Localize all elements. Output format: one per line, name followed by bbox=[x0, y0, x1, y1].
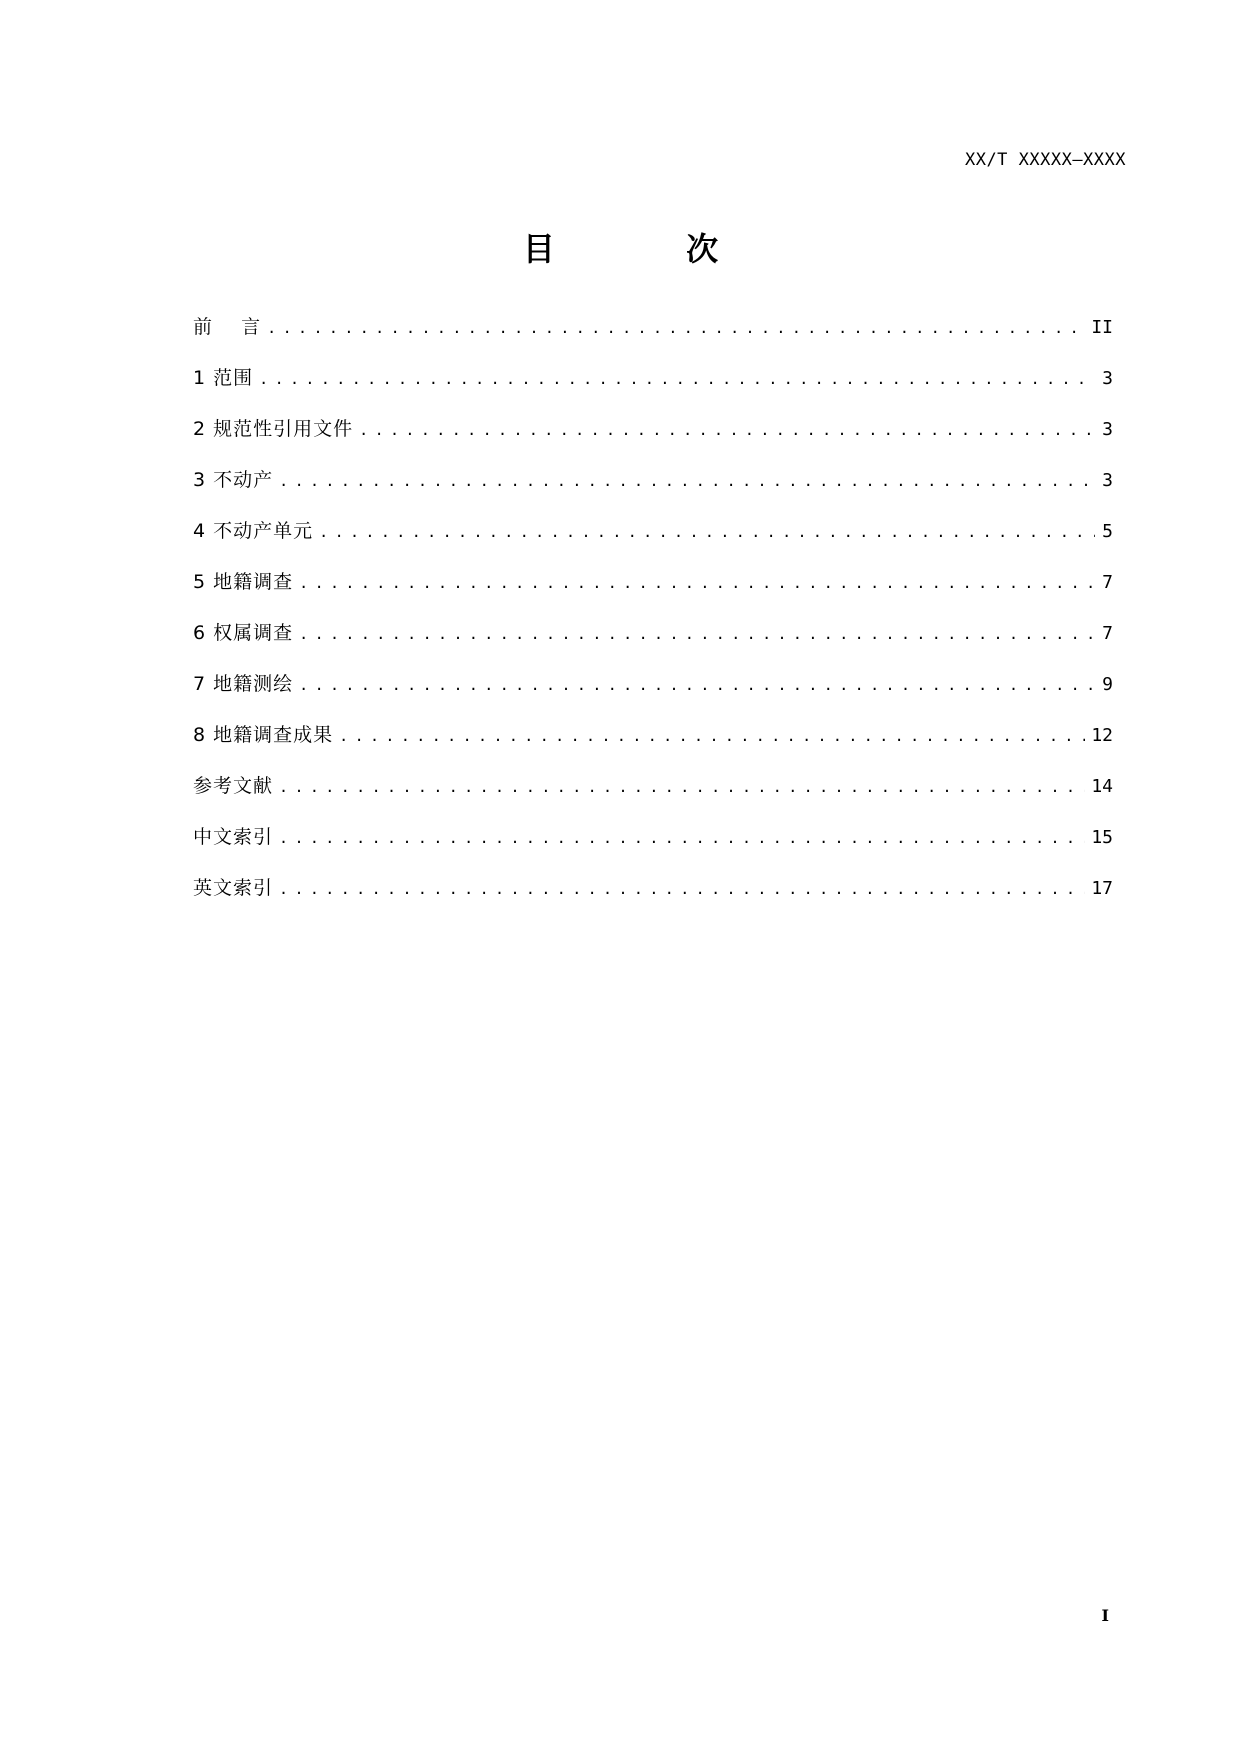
toc-title: 目 次 bbox=[522, 230, 779, 268]
toc-entry-page: 15 bbox=[1091, 827, 1113, 848]
toc-entry-foreword[interactable] bbox=[193, 315, 1113, 366]
toc-dot-leader bbox=[339, 724, 1085, 748]
toc-entry-ownership-survey[interactable] bbox=[193, 621, 1113, 672]
toc-entry-chinese-index[interactable] bbox=[193, 825, 1113, 876]
toc-entry-label: 前 言 bbox=[193, 316, 262, 338]
toc-dot-leader bbox=[299, 673, 1095, 697]
toc-entry-page: 3 bbox=[1102, 368, 1113, 389]
toc-entry-page: 3 bbox=[1102, 470, 1113, 491]
toc-entry-page: 12 bbox=[1091, 725, 1113, 746]
toc-dot-leader bbox=[359, 418, 1095, 442]
toc-dot-leader bbox=[267, 316, 1085, 340]
toc-dot-leader bbox=[279, 877, 1085, 901]
toc-entry-scope[interactable] bbox=[193, 366, 1113, 417]
toc-entry-label: 8 地籍调查成果 bbox=[193, 724, 334, 746]
toc-entry-page: 3 bbox=[1102, 419, 1113, 440]
toc-dot-leader bbox=[279, 469, 1095, 493]
toc-entry-bibliography[interactable] bbox=[193, 774, 1113, 825]
toc-entry-label: 中文索引 bbox=[193, 826, 274, 848]
toc-entry-page: 9 bbox=[1102, 674, 1113, 695]
toc-entry-label: 2 规范性引用文件 bbox=[193, 418, 354, 440]
toc-entry-label: 1 范围 bbox=[193, 367, 254, 389]
toc-dot-leader bbox=[299, 622, 1095, 646]
toc-dot-leader bbox=[259, 367, 1095, 391]
toc-entry-label: 6 权属调查 bbox=[193, 622, 294, 644]
toc-entry-page: 14 bbox=[1091, 776, 1113, 797]
toc-entry-page: 7 bbox=[1102, 623, 1113, 644]
toc-entry-label: 4 不动产单元 bbox=[193, 520, 314, 542]
toc-entry-page: 5 bbox=[1102, 521, 1113, 542]
toc-entry-real-estate-unit[interactable] bbox=[193, 519, 1113, 570]
toc-dot-leader bbox=[279, 826, 1085, 850]
toc-dot-leader bbox=[279, 775, 1085, 799]
toc-entry-english-index[interactable] bbox=[193, 876, 1113, 927]
toc-dot-leader bbox=[299, 571, 1095, 595]
toc-dot-leader bbox=[319, 520, 1095, 544]
page-number: I bbox=[1101, 1606, 1109, 1625]
toc-entry-label: 7 地籍测绘 bbox=[193, 673, 294, 695]
toc-entry-page: II bbox=[1091, 317, 1113, 338]
standard-code: XX/T XXXXX—XXXX bbox=[964, 150, 1126, 170]
toc-entry-label: 5 地籍调查 bbox=[193, 571, 294, 593]
toc-list bbox=[193, 315, 1113, 927]
toc-entry-label: 3 不动产 bbox=[193, 469, 274, 491]
toc-entry-real-estate[interactable] bbox=[193, 468, 1113, 519]
toc-entry-normative-references[interactable] bbox=[193, 417, 1113, 468]
toc-entry-cadastral-mapping[interactable] bbox=[193, 672, 1113, 723]
toc-entry-page: 7 bbox=[1102, 572, 1113, 593]
toc-entry-survey-results[interactable] bbox=[193, 723, 1113, 774]
toc-entry-label: 英文索引 bbox=[193, 877, 274, 899]
toc-entry-label: 参考文献 bbox=[193, 775, 274, 797]
toc-entry-page: 17 bbox=[1091, 878, 1113, 899]
toc-entry-cadastral-survey[interactable] bbox=[193, 570, 1113, 621]
